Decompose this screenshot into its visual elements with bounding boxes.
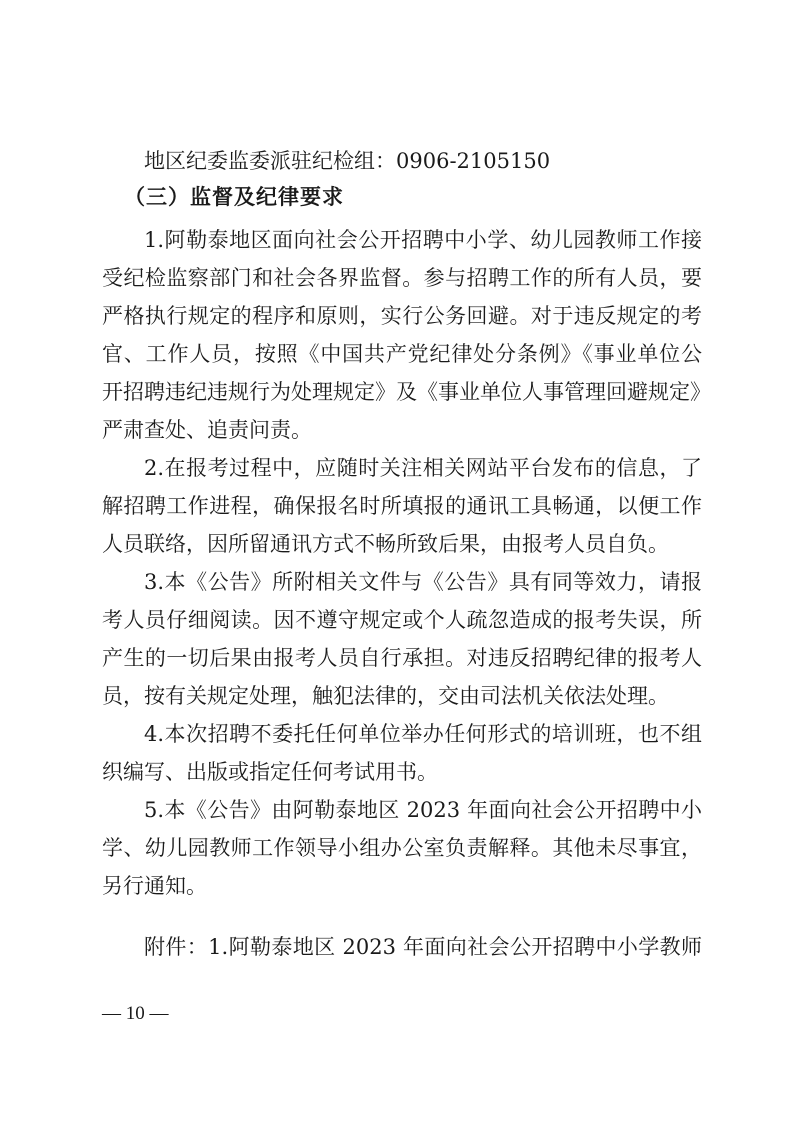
paragraph-line: 官、工作人员，按照《中国共产党纪律处分条例》《事业单位公 (102, 342, 702, 366)
paragraph-line: 受纪检监察部门和社会各界监督。参与招聘工作的所有人员，要 (102, 266, 702, 290)
paragraph-line: 人员联络，因所留通讯方式不畅所致后果，由报考人员自负。 (102, 532, 669, 556)
paragraph-line: 严肃查处、追责问责。 (102, 418, 312, 442)
paragraph-line: 产生的一切后果由报考人员自行承担。对违反招聘纪律的报考人 (102, 646, 702, 670)
paragraph-line: 另行通知。 (102, 874, 207, 898)
paragraph-line: 2.在报考过程中，应随时关注相关网站平台发布的信息，了 (144, 456, 702, 480)
paragraph-line: 学、幼儿园教师工作领导小组办公室负责解释。其他未尽事宜， (102, 836, 702, 860)
contact-line: 地区纪委监委派驻纪检组：0906-2105150 (144, 149, 551, 173)
paragraph-line: 3.本《公告》所附相关文件与《公告》具有同等效力，请报 (144, 570, 702, 594)
paragraph-line: 5.本《公告》由阿勒泰地区 2023 年面向社会公开招聘中小 (144, 798, 702, 822)
paragraph-line: 织编写、出版或指定任何考试用书。 (102, 760, 438, 784)
paragraph-line: 严格执行规定的程序和原则，实行公务回避。对于违反规定的考 (102, 304, 702, 328)
paragraph-line: 考人员仔细阅读。因不遵守规定或个人疏忽造成的报考失误，所 (102, 608, 702, 632)
paragraph-line: 1.阿勒泰地区面向社会公开招聘中小学、幼儿园教师工作接 (144, 228, 702, 252)
paragraph-line: 4.本次招聘不委托任何单位举办任何形式的培训班，也不组 (144, 722, 702, 746)
paragraph-line: 员，按有关规定处理，触犯法律的，交由司法机关依法处理。 (102, 684, 669, 708)
section-heading: （三）监督及纪律要求 (124, 184, 344, 209)
attachment-line: 附件：1.阿勒泰地区 2023 年面向社会公开招聘中小学教师 (144, 935, 702, 959)
paragraph-line: 解招聘工作进程，确保报名时所填报的通讯工具畅通，以便工作 (102, 494, 702, 518)
page-number: — 10 — (102, 1003, 169, 1024)
paragraph-line: 开招聘违纪违规行为处理规定》及《事业单位人事管理回避规定》 (102, 380, 711, 404)
